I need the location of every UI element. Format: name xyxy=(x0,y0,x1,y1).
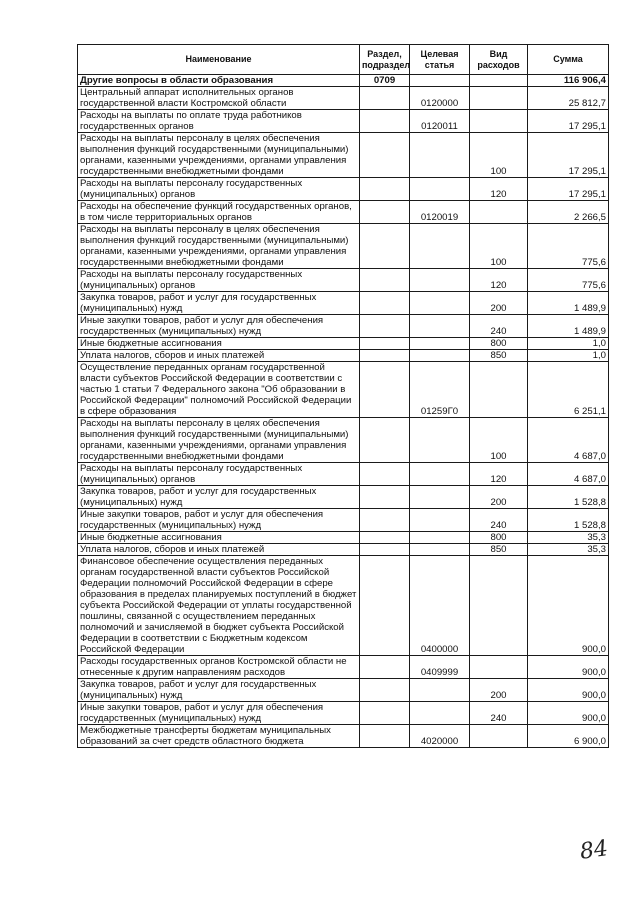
row-name: Финансовое обеспечение осуществления переданных органам государственной власти субъектов Российской Федерации полномочий Российской Федерации в сфере образования в пределах планируемых поступлений в бюджет субъекта Российской Федерации от уплаты государственной пошлины, связанной с осуществлением переданных полномочий и зачисляемой в бюджет субъекта Российской Федерации в соответствии с Бюджетным кодексом Российской Федерации xyxy=(78,556,360,656)
row-amount: 1 528,8 xyxy=(528,486,609,509)
row-target-code: 0120019 xyxy=(410,201,470,224)
row-expense-type: 120 xyxy=(470,178,528,201)
row-target-code xyxy=(410,269,470,292)
table-row xyxy=(78,556,609,656)
row-amount: 1 489,9 xyxy=(528,315,609,338)
table-row xyxy=(78,133,609,178)
row-target-code: 0120011 xyxy=(410,110,470,133)
row-target-code xyxy=(410,509,470,532)
row-expense-type: 240 xyxy=(470,702,528,725)
row-amount: 35,3 xyxy=(528,544,609,556)
row-name: Закупка товаров, работ и услуг для государственных (муниципальных) нужд xyxy=(78,679,360,702)
table-row xyxy=(78,463,609,486)
table-row xyxy=(78,418,609,463)
row-expense-type: 240 xyxy=(470,509,528,532)
table-row xyxy=(78,509,609,532)
row-target-code: 0409999 xyxy=(410,656,470,679)
row-name: Расходы государственных органов Костромской области не отнесенные к другим направлениям расходов xyxy=(78,656,360,679)
table-row xyxy=(78,486,609,509)
row-target-code: 4020000 xyxy=(410,725,470,748)
row-section xyxy=(360,338,410,350)
row-section xyxy=(360,679,410,702)
row-expense-type xyxy=(470,362,528,418)
row-amount: 17 295,1 xyxy=(528,110,609,133)
row-section xyxy=(360,133,410,178)
row-name: Расходы на выплаты персоналу государственных (муниципальных) органов xyxy=(78,178,360,201)
row-expense-type: 800 xyxy=(470,532,528,544)
row-section xyxy=(360,418,410,463)
row-amount: 4 687,0 xyxy=(528,463,609,486)
row-expense-type: 100 xyxy=(470,224,528,269)
row-section xyxy=(360,362,410,418)
row-section xyxy=(360,178,410,201)
row-name: Иные закупки товаров, работ и услуг для обеспечения государственных (муниципальных) нужд xyxy=(78,702,360,725)
row-amount: 116 906,4 xyxy=(528,75,609,87)
row-section xyxy=(360,556,410,656)
row-target-code xyxy=(410,418,470,463)
row-expense-type xyxy=(470,75,528,87)
row-expense-type: 120 xyxy=(470,269,528,292)
row-name: Расходы на выплаты персоналу в целях обеспечения выполнения функций государственными (муниципальными) органами, казенными учреждениями, органами управления государственными внебюджетными фондами xyxy=(78,224,360,269)
row-name: Другие вопросы в области образования xyxy=(78,75,360,87)
row-name: Расходы на обеспечение функций государственных органов, в том числе территориальных органов xyxy=(78,201,360,224)
table-row xyxy=(78,702,609,725)
row-name: Иные закупки товаров, работ и услуг для обеспечения государственных (муниципальных) нужд xyxy=(78,509,360,532)
row-name: Закупка товаров, работ и услуг для государственных (муниципальных) нужд xyxy=(78,486,360,509)
row-amount: 1 489,9 xyxy=(528,292,609,315)
row-target-code xyxy=(410,350,470,362)
row-target-code xyxy=(410,178,470,201)
row-target-code xyxy=(410,679,470,702)
row-amount: 775,6 xyxy=(528,224,609,269)
row-name: Закупка товаров, работ и услуг для государственных (муниципальных) нужд xyxy=(78,292,360,315)
row-amount: 2 266,5 xyxy=(528,201,609,224)
table-row xyxy=(78,315,609,338)
row-target-code xyxy=(410,315,470,338)
row-amount: 900,0 xyxy=(528,556,609,656)
row-expense-type: 120 xyxy=(470,463,528,486)
table-row xyxy=(78,269,609,292)
row-amount: 1,0 xyxy=(528,338,609,350)
budget-table xyxy=(77,44,609,748)
row-amount: 900,0 xyxy=(528,702,609,725)
row-target-code xyxy=(410,544,470,556)
row-section xyxy=(360,201,410,224)
row-target-code: 0120000 xyxy=(410,87,470,110)
table-row xyxy=(78,350,609,362)
row-target-code xyxy=(410,463,470,486)
header-code: Целевая статья xyxy=(410,45,470,75)
table-row xyxy=(78,725,609,748)
row-name: Иные бюджетные ассигнования xyxy=(78,338,360,350)
row-section xyxy=(360,463,410,486)
header-vid: Вид расходов xyxy=(470,45,528,75)
row-expense-type: 240 xyxy=(470,315,528,338)
row-name: Расходы на выплаты персоналу государственных (муниципальных) органов xyxy=(78,269,360,292)
row-name: Уплата налогов, сборов и иных платежей xyxy=(78,544,360,556)
handwritten-page-number: 84 xyxy=(578,836,610,865)
table-row xyxy=(78,544,609,556)
row-expense-type: 850 xyxy=(470,350,528,362)
row-target-code xyxy=(410,486,470,509)
row-amount: 35,3 xyxy=(528,532,609,544)
row-expense-type xyxy=(470,87,528,110)
row-expense-type: 200 xyxy=(470,292,528,315)
table-row xyxy=(78,338,609,350)
row-name: Осуществление переданных органам государственной власти субъектов Российской Федерации в соответствии с частью 1 статьи 7 Федерального закона "Об образовании в Российской Федерации" полномочий Российской Федерации в сфере образования xyxy=(78,362,360,418)
table-row xyxy=(78,178,609,201)
header-name: Наименование xyxy=(78,45,360,75)
row-expense-type: 850 xyxy=(470,544,528,556)
row-section xyxy=(360,725,410,748)
row-name: Расходы на выплаты персоналу государственных (муниципальных) органов xyxy=(78,463,360,486)
table-row xyxy=(78,224,609,269)
row-section xyxy=(360,224,410,269)
row-amount: 25 812,7 xyxy=(528,87,609,110)
row-section xyxy=(360,532,410,544)
table-row xyxy=(78,292,609,315)
table-row xyxy=(78,656,609,679)
row-section xyxy=(360,544,410,556)
row-target-code: 0400000 xyxy=(410,556,470,656)
row-target-code xyxy=(410,133,470,178)
row-target-code xyxy=(410,292,470,315)
row-expense-type xyxy=(470,725,528,748)
row-section xyxy=(360,702,410,725)
row-expense-type xyxy=(470,110,528,133)
row-section xyxy=(360,292,410,315)
row-target-code: 01259Г0 xyxy=(410,362,470,418)
row-amount: 900,0 xyxy=(528,679,609,702)
row-expense-type xyxy=(470,201,528,224)
row-amount: 4 687,0 xyxy=(528,418,609,463)
row-name: Иные бюджетные ассигнования xyxy=(78,532,360,544)
row-name: Уплата налогов, сборов и иных платежей xyxy=(78,350,360,362)
row-section xyxy=(360,656,410,679)
row-target-code xyxy=(410,702,470,725)
row-amount: 17 295,1 xyxy=(528,133,609,178)
table-row xyxy=(78,87,609,110)
row-section xyxy=(360,87,410,110)
row-expense-type: 200 xyxy=(470,679,528,702)
row-name: Межбюджетные трансферты бюджетам муниципальных образований за счет средств областного бюджета xyxy=(78,725,360,748)
table-body xyxy=(78,75,609,748)
table-row xyxy=(78,362,609,418)
row-name: Расходы на выплаты персоналу в целях обеспечения выполнения функций государственными (муниципальными) органами, казенными учреждениями, органами управления государственными внебюджетными фондами xyxy=(78,133,360,178)
row-target-code xyxy=(410,75,470,87)
header-section: Раздел, подраздел xyxy=(360,45,410,75)
row-section xyxy=(360,315,410,338)
row-amount: 775,6 xyxy=(528,269,609,292)
row-target-code xyxy=(410,224,470,269)
row-amount: 17 295,1 xyxy=(528,178,609,201)
row-name: Расходы на выплаты персоналу в целях обеспечения выполнения функций государственными (муниципальными) органами, казенными учреждениями, органами управления государственными внебюджетными фондами xyxy=(78,418,360,463)
row-expense-type: 100 xyxy=(470,418,528,463)
row-section xyxy=(360,486,410,509)
row-expense-type xyxy=(470,556,528,656)
table-row xyxy=(78,110,609,133)
row-section xyxy=(360,509,410,532)
row-expense-type: 200 xyxy=(470,486,528,509)
row-section xyxy=(360,350,410,362)
row-name: Расходы на выплаты по оплате труда работников государственных органов xyxy=(78,110,360,133)
row-amount: 900,0 xyxy=(528,656,609,679)
row-name: Иные закупки товаров, работ и услуг для обеспечения государственных (муниципальных) нужд xyxy=(78,315,360,338)
row-amount: 1 528,8 xyxy=(528,509,609,532)
row-name: Центральный аппарат исполнительных органов государственной власти Костромской области xyxy=(78,87,360,110)
row-amount: 6 900,0 xyxy=(528,725,609,748)
row-target-code xyxy=(410,338,470,350)
table-row xyxy=(78,201,609,224)
table-row xyxy=(78,532,609,544)
row-section xyxy=(360,110,410,133)
row-expense-type: 800 xyxy=(470,338,528,350)
row-expense-type xyxy=(470,656,528,679)
table-row xyxy=(78,679,609,702)
table-row xyxy=(78,75,609,87)
row-amount: 6 251,1 xyxy=(528,362,609,418)
row-expense-type: 100 xyxy=(470,133,528,178)
header-sum: Сумма xyxy=(528,45,609,75)
row-target-code xyxy=(410,532,470,544)
row-amount: 1,0 xyxy=(528,350,609,362)
table-header-row xyxy=(78,45,609,75)
row-section xyxy=(360,269,410,292)
row-section: 0709 xyxy=(360,75,410,87)
